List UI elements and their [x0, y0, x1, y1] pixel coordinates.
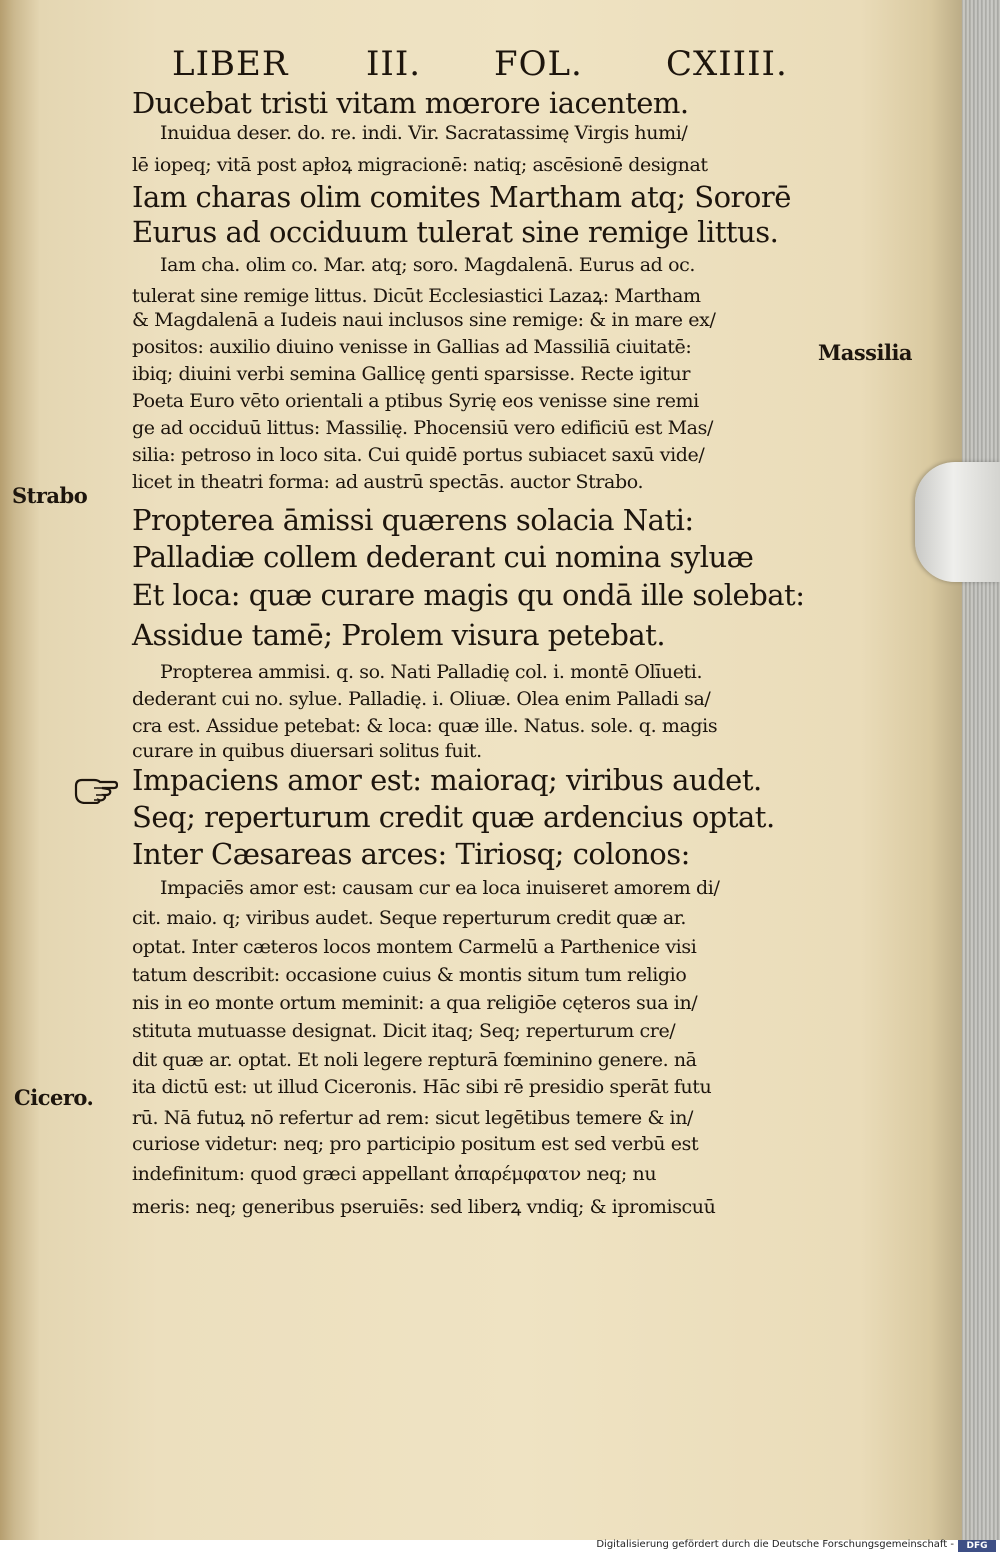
commentary-line: silia: petroso in loco sita. Cui quidē portus subiacet saxū vide/ — [132, 444, 705, 466]
commentary-line: optat. Inter cæteros locos montem Carmelū a Parthenice visi — [132, 936, 697, 958]
verse-line: Propterea āmissi quærens solacia Nati: — [132, 503, 694, 537]
commentary-line: cit. maio. q; viribus audet. Seque reperturum credit quæ ar. — [132, 907, 687, 929]
commentary-line: curare in quibus diuersari solitus fuit. — [132, 740, 482, 762]
commentary-line: & Magdalenā a Iudeis naui inclusos sine remige: & in mare ex/ — [132, 309, 716, 331]
commentary-line: positos: auxilio diuino venisse in Gallias ad Massiliā ciuitatē: — [132, 336, 692, 358]
commentary-line: ge ad occiduū littus: Massilię. Phocensiū vero edificiū est Mas/ — [132, 417, 713, 439]
verse-line: Eurus ad occiduum tulerat sine remige littus. — [132, 215, 779, 249]
commentary-line: Propterea ammisi. q. so. Nati Palladię col. i. montē Olīueti. — [160, 661, 703, 683]
verse-line: Assidue tamē; Prolem visura petebat. — [132, 618, 666, 652]
verse-line: Palladiæ collem dederant cui nomina syluæ — [132, 540, 754, 574]
commentary-line: licet in theatri forma: ad austrū spectās. auctor Strabo. — [132, 471, 644, 493]
dfg-logo: DFG — [958, 1540, 996, 1552]
commentary-line: nis in eo monte ortum meminit: a qua religiōe cęteros sua in/ — [132, 992, 698, 1014]
verse-line: Iam charas olim comites Martham atq; Sororē — [132, 180, 791, 214]
commentary-line: indefinitum: quod græci appellant ἀπαρέμφατον neq; nu — [132, 1163, 657, 1185]
page-clip — [915, 462, 1000, 582]
commentary-line: dederant cui no. sylue. Palladię. i. Oliuæ. Olea enim Palladi sa/ — [132, 688, 711, 710]
commentary-line: rū. Nā futuꝝ nō refertur ad rem: sicut legētibus temere & in/ — [132, 1107, 694, 1129]
margin-note-cicero: Cicero. — [14, 1085, 94, 1110]
commentary-line: cra est. Assidue petebat: & loca: quæ ille. Natus. sole. q. magis — [132, 715, 718, 737]
commentary-line: ita dictū est: ut illud Ciceronis. Hāc sibi rē presidio sperāt futu — [132, 1076, 712, 1098]
footer-credit: Digitalisierung gefördert durch die Deutsche Forschungsgemeinschaft - — [596, 1539, 954, 1550]
commentary-line: Impaciēs amor est: causam cur ea loca inuiseret amorem di/ — [160, 877, 720, 899]
commentary-line: meris: neq; generibus pseruiēs: sed liberꝝ vndiq; & ipromiscuū — [132, 1196, 716, 1218]
commentary-line: Poeta Euro vēto orientali a ptibus Syrię eos venisse sine remi — [132, 390, 699, 412]
commentary-line: Iam cha. olim co. Mar. atq; soro. Magdalenā. Eurus ad oc. — [160, 254, 695, 276]
verse-line: Seq; reperturum credit quæ ardencius optat. — [132, 800, 775, 834]
margin-note-massilia: Massilia — [818, 340, 913, 365]
commentary-line: dit quæ ar. optat. Et noli legere repturā fœminino genere. nā — [132, 1049, 697, 1071]
verse-line: Ducebat tristi vitam mœrore iacentem. — [132, 86, 689, 120]
commentary-line: ibiq; diuini verbi semina Gallicę genti sparsisse. Recte igitur — [132, 363, 691, 385]
verse-line: Et loca: quæ curare magis qu ondā ille solebat: — [132, 578, 805, 612]
commentary-line: curiose videtur: neq; pro participio positum est sed verbū est — [132, 1133, 699, 1155]
verse-line: Inter Cæsareas arces: Tiriosq; colonos: — [132, 837, 690, 871]
page-edge — [962, 0, 1000, 1540]
header-liber: LIBER — [172, 44, 289, 84]
commentary-line: tatum describit: occasione cuius & montis situm tum religio — [132, 964, 687, 986]
commentary-line: stituta mutuasse designat. Dicit itaq; Seq; reperturum cre/ — [132, 1020, 676, 1042]
manicule-icon — [74, 774, 118, 804]
header-folio-number: CXIIII. — [666, 44, 788, 84]
digitization-footer — [0, 1540, 1000, 1553]
header-book-number: III. — [366, 44, 422, 84]
commentary-line: tulerat sine remige littus. Dicūt Ecclesiastici Lazaꝝ: Martham — [132, 285, 701, 307]
verse-line: Impaciens amor est: maioraq; viribus audet. — [132, 763, 762, 797]
commentary-line: lē iopeq; vitā post apłoꝝ migracionē: natiq; ascēsionē designat — [132, 154, 708, 176]
commentary-line: Inuidua deser. do. re. indi. Vir. Sacratassimę Virgis humi/ — [160, 122, 688, 144]
header-fol: FOL. — [494, 44, 583, 84]
margin-note-strabo: Strabo — [12, 483, 88, 508]
